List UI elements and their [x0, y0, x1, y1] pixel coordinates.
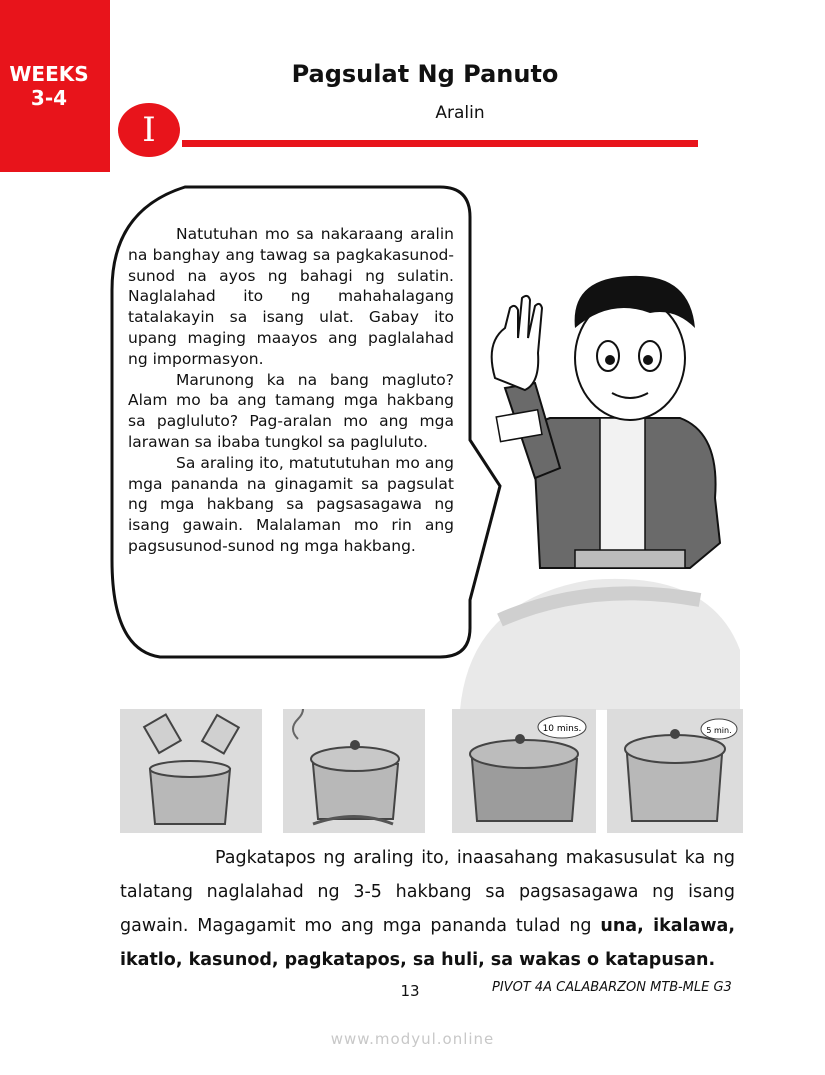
pot-timer-5-min-icon: [607, 709, 743, 833]
faded-background-art: [440, 560, 750, 710]
timer-note: 10 mins.: [542, 724, 582, 734]
step-picture: [452, 709, 596, 833]
website-watermark: www.modyul.online: [330, 1030, 495, 1048]
boy-waving-icon: [480, 268, 750, 573]
bubble-text: [128, 224, 454, 557]
pot-timer-10-min-icon: [452, 709, 596, 833]
page-number: 13: [400, 982, 420, 1000]
objective-markers: una, ikalawa, ikatlo, kasunod, pagkatapos, sa huli, sa wakas o katapusan.: [120, 916, 735, 970]
bubble-paragraph: Sa araling ito, matututuhan mo ang mga pananda na ginagamit sa pagsulat ng mga hakbang sa pagsasagawa ng isang gawain. Malalaman mo rin ang pagsusunod-sunod ng mga hakbang.: [128, 453, 454, 555]
timer-note: 5 min.: [706, 726, 732, 735]
bubble-paragraph: Natutuhan mo sa nakaraang aralin na banghay ang tawag sa pagkakasunod-sunod na ayos ng bahagi ng sulatin. Naglalahad ito ng mahahalagang tatalakayin sa isang ulat. Gabay ito upang maging maayos ang paglalahad ng impormasyon.: [128, 225, 454, 368]
objective-paragraph: [120, 841, 735, 977]
bubble-paragraph: Marunong ka na bang magluto? Alam mo ba ang tamang mga hakbang sa pagluluto? Pag-aralan mo ang mga larawan sa ibaba tungkol sa pagluluto.: [128, 370, 454, 451]
page-subtitle: Aralin: [435, 103, 485, 123]
page-title: Pagsulat Ng Panuto: [291, 60, 559, 88]
step-picture: [283, 709, 425, 833]
step-picture: [120, 709, 262, 833]
section-badge: I: [118, 103, 180, 157]
pot-pouring-ingredients-icon: [120, 709, 262, 833]
weeks-line1: WEEKS: [9, 62, 89, 86]
objective-text: Pagkatapos ng araling ito, inaasahang makasusulat ka ng talatang naglalahad ng 3-5 hakbang sa pagsasagawa ng isang gawain. Magagamit mo ang mga pananda tulad ng: [120, 848, 735, 936]
footer-reference: PIVOT 4A CALABARZON MTB-MLE G3: [492, 980, 732, 995]
pot-steaming-icon: [283, 709, 425, 833]
step-picture: [607, 709, 743, 833]
weeks-line2: 3-4: [30, 86, 68, 110]
